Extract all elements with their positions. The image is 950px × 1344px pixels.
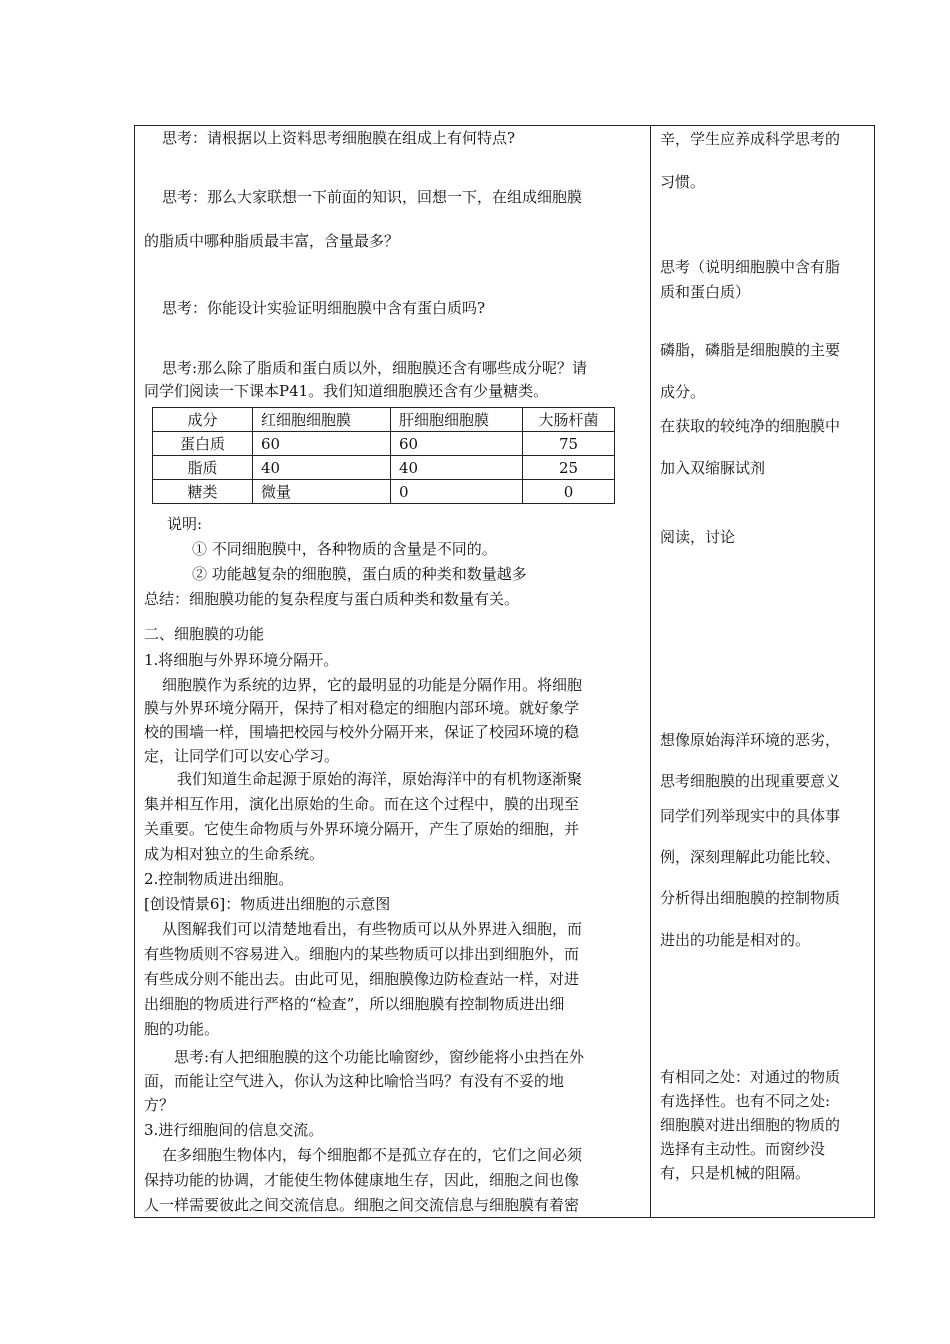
table-cell: 40 [253,456,391,480]
table-header-cell: 大肠杆菌 [523,408,615,432]
paragraph-line: 方？ [144,1096,175,1114]
paragraph-line: 人一样需要彼此之间交流信息。细胞之间交流信息与细胞膜有着密 [144,1196,580,1214]
think-question-1: 思考：请根据以上资料思考细胞膜在组成上有何特点? [162,129,516,147]
think-question-4-line1: 思考:那么除了脂质和蛋白质以外，细胞膜还含有哪些成分呢？请 [162,359,588,377]
table-cell: 脂质 [153,456,253,480]
side-note-2-line1: 思考（说明细胞膜中含有脂 [660,258,841,276]
function-3-heading: 3.进行细胞间的信息交流。 [144,1121,324,1139]
paragraph-line: 细胞膜作为系统的边界，它的最明显的功能是分隔作用。将细胞 [162,676,583,694]
side-note-7-line: 有相同之处：对通过的物质 [660,1068,841,1086]
side-note-6-line: 例，深刻理解此功能比较、 [660,848,841,866]
table-cell: 0 [391,480,523,504]
paragraph-line: 思考:有人把细胞膜的这个功能比喻窗纱，窗纱能将小虫挡在外 [174,1048,585,1066]
think-question-4-line2: 同学们阅读一下课本P41。我们知道细胞膜还含有少量糖类。 [144,382,549,400]
table-header-cell: 成分 [153,408,253,432]
side-note-5: 阅读，讨论 [660,528,736,546]
table-cell: 60 [253,432,391,456]
table-row [153,456,615,480]
side-note-1-line2: 习惯。 [660,173,706,191]
scenario-label: [创设情景6]：物质进出细胞的示意图 [144,895,391,913]
paragraph-line: 从图解我们可以清楚地看出，有些物质可以从外界进入细胞，而 [162,920,583,938]
table-cell: 0 [523,480,615,504]
note-item-1: ① 不同细胞膜中，各种物质的含量是不同的。 [192,540,497,558]
paragraph-line: 集并相互作用，演化出原始的生命。而在这个过程中，膜的出现至 [144,795,580,813]
think-question-2-line2: 的脂质中哪种脂质最丰富，含量最多？ [144,232,400,250]
paragraph-line: 定，让同学们可以安心学习。 [144,747,340,765]
side-note-6-line: 分析得出细胞膜的控制物质 [660,889,841,907]
membrane-composition-table [152,407,615,504]
column-divider [650,125,651,1218]
side-note-7-line: 有选择性。也有不同之处: [660,1092,831,1110]
table-row [153,480,615,504]
table-header-cell: 肝细胞细胞膜 [391,408,523,432]
side-note-6-line: 进出的功能是相对的。 [660,931,811,949]
side-note-6-line: 思考细胞膜的出现重要意义 [660,772,841,790]
function-2-heading: 2.控制物质进出细胞。 [144,870,294,888]
side-note-7-line: 细胞膜对进出细胞的物质的 [660,1116,841,1134]
paragraph-line: 出细胞的物质进行严格的“检查”，所以细胞膜有控制物质进出细 [144,995,565,1013]
side-note-3-line1: 磷脂，磷脂是细胞膜的主要 [660,341,841,359]
table-cell: 60 [391,432,523,456]
side-note-7-line: 选择有主动性。而窗纱没 [660,1140,826,1158]
paragraph-line: 关重要。它使生命物质与外界环境分隔开，产生了原始的细胞，并 [144,820,580,838]
paragraph-line: 我们知道生命起源于原始的海洋，原始海洋中的有机物逐渐聚 [177,770,583,788]
summary-text: 总结：细胞膜功能的复杂程度与蛋白质种类和数量有关。 [144,590,520,608]
think-question-2-line1: 思考：那么大家联想一下前面的知识，回想一下，在组成细胞膜 [162,188,583,206]
table-header-row [153,408,615,432]
side-note-6-line: 想像原始海洋环境的恶劣， [660,731,841,749]
paragraph-line: 保持功能的协调，才能使生物体健康地生存，因此，细胞之间也像 [144,1171,580,1189]
table-cell: 蛋白质 [153,432,253,456]
table-cell: 微量 [253,480,391,504]
paragraph-line: 有些物质则不容易进入。细胞内的某些物质可以排出到细胞外，而 [144,945,580,963]
paragraph-line: 成为相对独立的生命系统。 [144,845,325,863]
table-cell: 40 [391,456,523,480]
table-header-cell: 红细胞细胞膜 [253,408,391,432]
table-cell: 25 [523,456,615,480]
table-row [153,432,615,456]
note-title: 说明: [167,515,203,533]
side-note-4-line1: 在获取的较纯净的细胞膜中 [660,417,841,435]
think-question-3: 思考：你能设计实验证明细胞膜中含有蛋白质吗? [162,299,486,317]
paragraph-line: 校的围墙一样，围墙把校园与校外分隔开来，保证了校园环境的稳 [144,723,580,741]
paragraph-line: 有些成分则不能出去。由此可见，细胞膜像边防检查站一样，对进 [144,970,580,988]
paragraph-line: 膜与外界环境分隔开，保持了相对稳定的细胞内部环境。就好象学 [144,699,580,717]
table-cell: 糖类 [153,480,253,504]
side-note-1-line1: 辛，学生应养成科学思考的 [660,130,841,148]
side-note-6-line: 同学们列举现实中的具体事 [660,807,841,825]
side-note-3-line2: 成分。 [660,383,706,401]
note-item-2: ② 功能越复杂的细胞膜，蛋白质的种类和数量越多 [192,565,527,583]
side-note-4-line2: 加入双缩脲试剂 [660,459,766,477]
function-1-heading: 1.将细胞与外界环境分隔开。 [144,651,339,669]
side-note-2-line2: 质和蛋白质） [660,283,751,301]
paragraph-line: 面，而能让空气进入，你认为这种比喻恰当吗？有没有不妥的地 [144,1072,565,1090]
table-cell: 75 [523,432,615,456]
side-note-7-line: 有，只是机械的阻隔。 [660,1164,811,1182]
paragraph-line: 胞的功能。 [144,1020,220,1038]
section-2-heading: 二、细胞膜的功能 [144,625,265,643]
paragraph-line: 在多细胞生物体内，每个细胞都不是孤立存在的，它们之间必须 [162,1146,583,1164]
